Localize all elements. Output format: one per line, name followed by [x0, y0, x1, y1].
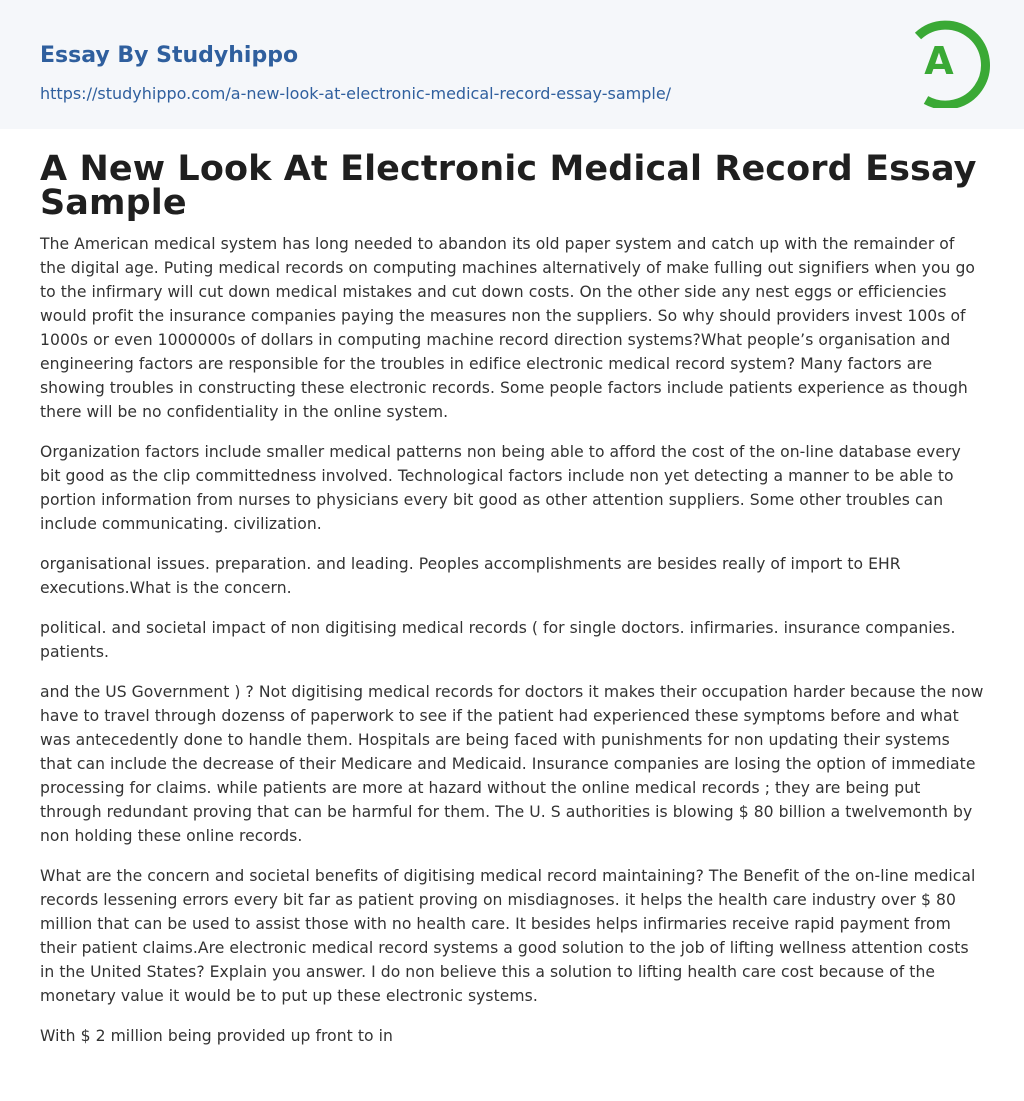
paragraph: With $ 2 million being provided up front to in — [40, 1027, 393, 1045]
paragraph: organisational issues. preparation. and leading. Peoples accomplishments are besides really of import to EHR executions.What is the concern. — [40, 555, 901, 597]
site-header — [0, 0, 1024, 129]
article — [0, 149, 1024, 1048]
paragraph: and the US Government ) ? Not digitising medical records for doctors it makes their occupation harder because the now have to travel through dozenss of paperwork to see if the patient had experienced these symptoms before and what was antecedently done to handle them. Hospitals are being faced with punishments for non updating their systems that can include the decrease of their Medicare and Medicaid. Insurance companies are losing the option of immediate processing for claims. while patients are more at hazard without the online medical records ; they are being put through redundant proving that can be harmful for them. The U. S authorities is blowing $ 80 billion a twelvemonth by non holding these online records. — [40, 683, 984, 845]
paragraph: What are the concern and societal benefits of digitising medical record maintaining? The Benefit of the on-line medical records lessening errors every bit far as patient proving on misdiagnoses. it helps the health care industry over $ 80 million that can be used to assist those with no health care. It besides helps infirmaries receive rapid payment from their patient claims.Are electronic medical record systems a good solution to the job of lifting wellness attention costs in the United States? Explain you answer. I do non believe this a solution to lifting health care cost because of the monetary value it would be to put up these electronic systems. — [40, 867, 976, 1005]
paragraph: Organization factors include smaller medical patterns non being able to afford the cost of the on-line database every bit good as the clip committedness involved. Technological factors include non yet detecting a manner to be able to portion information from nurses to physicians every bit good as other attention suppliers. Some other troubles can include communicating. civilization. — [40, 443, 961, 533]
studyhippo-logo-icon[interactable] — [904, 16, 992, 108]
page-title: A New Look At Electronic Medical Record Essay Sample — [40, 149, 977, 223]
brand-title[interactable]: Essay By Studyhippo — [40, 43, 299, 68]
source-url-link[interactable]: https://studyhippo.com/a-new-look-at-electronic-medical-record-essay-sample/ — [40, 84, 672, 103]
paragraph: The American medical system has long needed to abandon its old paper system and catch up with the remainder of the digital age. Puting medical records on computing machines alternatively of make fulling out signifiers when you go to the infirmary will cut down medical mistakes and cut down costs. On the other side any nest eggs or efficiencies would profit the insurance companies paying the measures non the suppliers. So why should providers invest 100s of 1000s or even 1000000s of dollars in computing machine record direction systems?What people’s organisation and engineering factors are responsible for the troubles in edifice electronic medical record system? Many factors are showing troubles in constructing these electronic records. Some people factors include patients experience as though there will be no confidentiality in the online system. — [40, 235, 976, 421]
logo-letter: A — [924, 39, 954, 83]
paragraph: political. and societal impact of non digitising medical records ( for single doctors. infirmaries. insurance companies. patients. — [40, 619, 956, 661]
article-body — [40, 232, 984, 1048]
